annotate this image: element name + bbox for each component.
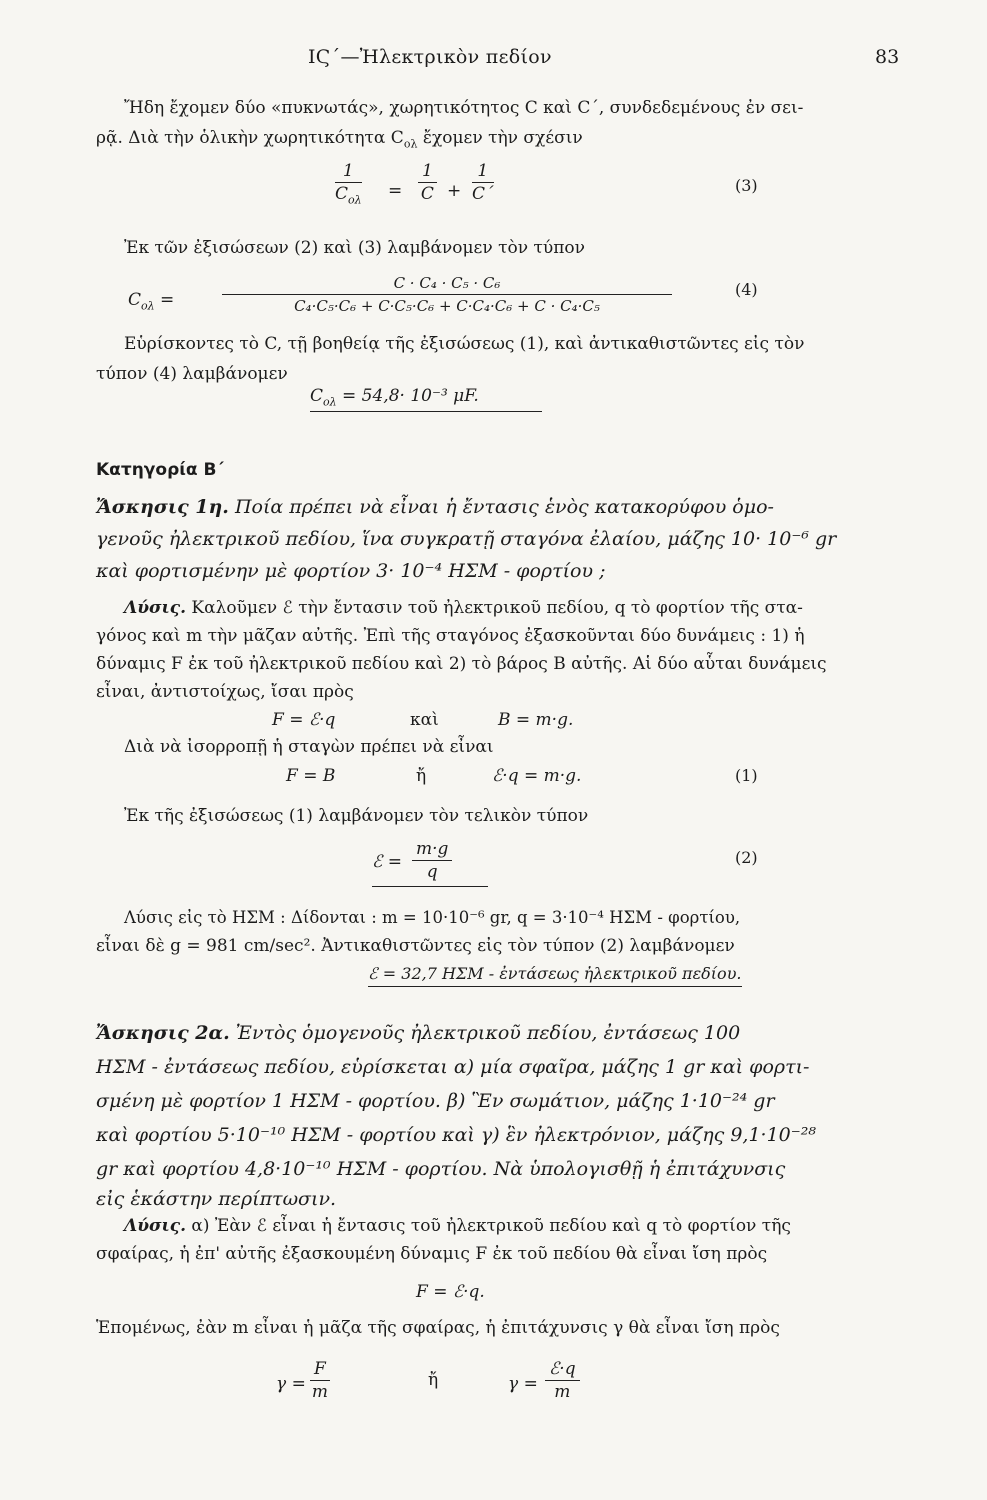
p1-line2: ρᾷ. Διὰ τὴν ὁλικὴν χωρητικότητα $C_{o\lambda}$ ἔχομεν τὴν σχέσιν (96, 128, 583, 151)
sol2-line2: σφαίρας, ἡ ἐπ' αὐτῆς ἐξασκουμένη δύναμις F ἐκ τοῦ πεδίου θὰ εἶναι ἴση πρὸς (96, 1244, 768, 1264)
eq4-number: (4) (735, 280, 758, 299)
sol2-eqF1-lhs: γ = (276, 1374, 306, 1394)
eq4-fraction: $\frac{\text{C · C₄ · C₅ · C₆}}{\text{C₄·C₅·C₆ + C·C₅·C₆ + C·C₄·C₆ + C · C₄·C₅}}$ (222, 272, 672, 317)
sol1-eqD-fraction: $\frac{m\cdot g}{q}$ (412, 838, 452, 883)
ex2-line3: σμένη μὲ φορτίον 1 ΗΣΜ - φορτίου. β) Ἓν σωμάτιον, μάζης 1·10⁻²⁴ gr (96, 1090, 775, 1112)
eq3-term2: $\frac{1}{C΄}$ (472, 161, 494, 204)
sol1-line1: Λύσις. Καλοῦμεν ℰ τὴν ἔντασιν τοῦ ἠλεκτρικοῦ πεδίου, q τὸ φορτίον τῆς στα- (124, 598, 803, 618)
sol1-eqC-number: (1) (735, 766, 758, 785)
ex2-line1: Ἄσκησις 2α. Ἐντὸς ὁμογενοῦς ἠλεκτρικοῦ πεδίου, ἐντάσεως 100 (96, 1022, 741, 1044)
p3-line1: Εὑρίσκοντες τὸ C, τῇ βοηθείᾳ τῆς ἐξισώσεως (1), καὶ ἀντικαθιστῶντες εἰς τὸν (124, 334, 805, 354)
eq3-term1: $\frac{1}{C}$ (418, 160, 437, 205)
sol2-line3: Ἑπομένως, ἐὰν m εἶναι ἡ μᾶζα τῆς σφαίρας, ἡ ἐπιτάχυνσις γ θὰ εἶναι ἴση πρὸς (96, 1318, 780, 1338)
sol1-line6: Ἐκ τῆς ἐξισώσεως (1) λαμβάνομεν τὸν τελικὸν τύπον (124, 806, 589, 826)
sol1-eta: ἤ (416, 766, 427, 786)
sol2-eqE: F = ℰ·q. (416, 1282, 485, 1302)
sol1-eqD-number: (2) (735, 848, 758, 867)
sol1-eqA: F = ℰ·q (272, 710, 336, 730)
sol1-line7: Λύσις εἰς τὸ ΗΣΜ : Δίδονται : m = 10·10⁻⁶ gr, q = 3·10⁻⁴ ΗΣΜ - φορτίου, (124, 908, 741, 927)
result-capacitance: $C_{o\lambda} = 54,8\cdot 10^{-3}$ μF. (310, 386, 542, 412)
sol2-line1: Λύσις. α) Ἐὰν ℰ εἶναι ἡ ἔντασις τοῦ ἠλεκτρικοῦ πεδίου καὶ q τὸ φορτίον τῆς (124, 1216, 791, 1236)
sol1-eqB: B = m·g. (498, 710, 574, 730)
sol2-eqF2-lhs: γ = (508, 1374, 538, 1394)
sol1-line5: Διὰ νὰ ἰσορροπῇ ἡ σταγὼν πρέπει νὰ εἶναι (124, 737, 494, 757)
sol1-eqD-underline (372, 886, 488, 887)
sol2-eqF1-fraction: $\frac{F}{m}$ (311, 1359, 328, 1402)
page-number: 83 (875, 46, 900, 68)
sol1-line3: δύναμις F ἐκ τοῦ ἠλεκτρικοῦ πεδίου καὶ 2) τὸ βάρος B αὐτῆς. Αἱ δύο αὗται δυνάμεις (96, 654, 827, 674)
eq3-equals: = (388, 181, 403, 201)
sol2-eta: ἤ (428, 1370, 439, 1390)
sol1-kai: καὶ (410, 710, 439, 730)
sol1-line8: εἶναι δὲ g = 981 cm/sec². Ἀντικαθιστῶντες εἰς τὸν τύπον (2) λαμβάνομεν (96, 936, 735, 956)
ex2-line5: gr καὶ φορτίου 4,8·10⁻¹⁰ ΗΣΜ - φορτίου. Νὰ ὑπολογισθῇ ἡ ἐπιτάχυνσις (96, 1158, 786, 1180)
p3-line2: τύπον (4) λαμβάνομεν (96, 364, 288, 384)
category-heading: Κατηγορία Β΄ (96, 460, 224, 480)
eq3-lhs-fraction: 1 $C_{o\lambda}$ (335, 161, 362, 207)
sol1-line4: εἶναι, ἀντιστοίχως, ἴσαι πρὸς (96, 682, 354, 702)
p1-line1: Ἤδη ἔχομεν δύο «πυκνωτάς», χωρητικότητος C καὶ C΄, συνδεδεμένους ἐν σει- (124, 98, 804, 118)
ex2-line4: καὶ φορτίου 5·10⁻¹⁰ ΗΣΜ - φορτίου καὶ γ) ἓν ἠλεκτρόνιον, μάζης 9,1·10⁻²⁸ (96, 1124, 817, 1146)
sol1-eqC1: F = B (286, 766, 336, 786)
eq3-number: (3) (735, 176, 758, 195)
running-header: ΙϚ΄—Ἠλεκτρικὸν πεδίον (308, 46, 552, 68)
ex2-line2: ΗΣΜ - ἐντάσεως πεδίου, εὑρίσκεται α) μία σφαῖρα, μάζης 1 gr καὶ φορτι- (96, 1056, 810, 1078)
eq4-lhs: $C_{o\lambda}$ = (128, 290, 175, 313)
ex1-line3: καὶ φορτισμένην μὲ φορτίον 3· 10⁻⁴ ΗΣΜ - φορτίου ; (96, 560, 606, 582)
sol2-eqF2-fraction: ℰ·q m (545, 1358, 580, 1403)
sol1-eqC2: ℰ·q = m·g. (492, 766, 582, 786)
sol1-result: ℰ = 32,7 ΗΣΜ - ἐντάσεως ἠλεκτρικοῦ πεδίου. (368, 964, 742, 987)
ex2-line6: εἰς ἑκάστην περίπτωσιν. (96, 1188, 337, 1210)
ex1-line1: Ἄσκησις 1η. Ποία πρέπει νὰ εἶναι ἡ ἔντασις ἑνὸς κατακορύφου ὁμο- (96, 496, 774, 518)
sol1-line2: γόνος καὶ m τὴν μᾶζαν αὐτῆς. Ἐπὶ τῆς σταγόνος ἐξασκοῦνται δύο δυνάμεις : 1) ἡ (96, 626, 805, 646)
sol1-eqD-lhs: ℰ = (372, 852, 402, 872)
p2-line: Ἐκ τῶν ἐξισώσεων (2) καὶ (3) λαμβάνομεν τὸν τύπον (124, 238, 585, 258)
eq3-plus: + (447, 181, 462, 201)
ex1-line2: γενοῦς ἠλεκτρικοῦ πεδίου, ἵνα συγκρατῇ σταγόνα ἐλαίου, μάζης 10· 10⁻⁶ gr (96, 528, 837, 550)
